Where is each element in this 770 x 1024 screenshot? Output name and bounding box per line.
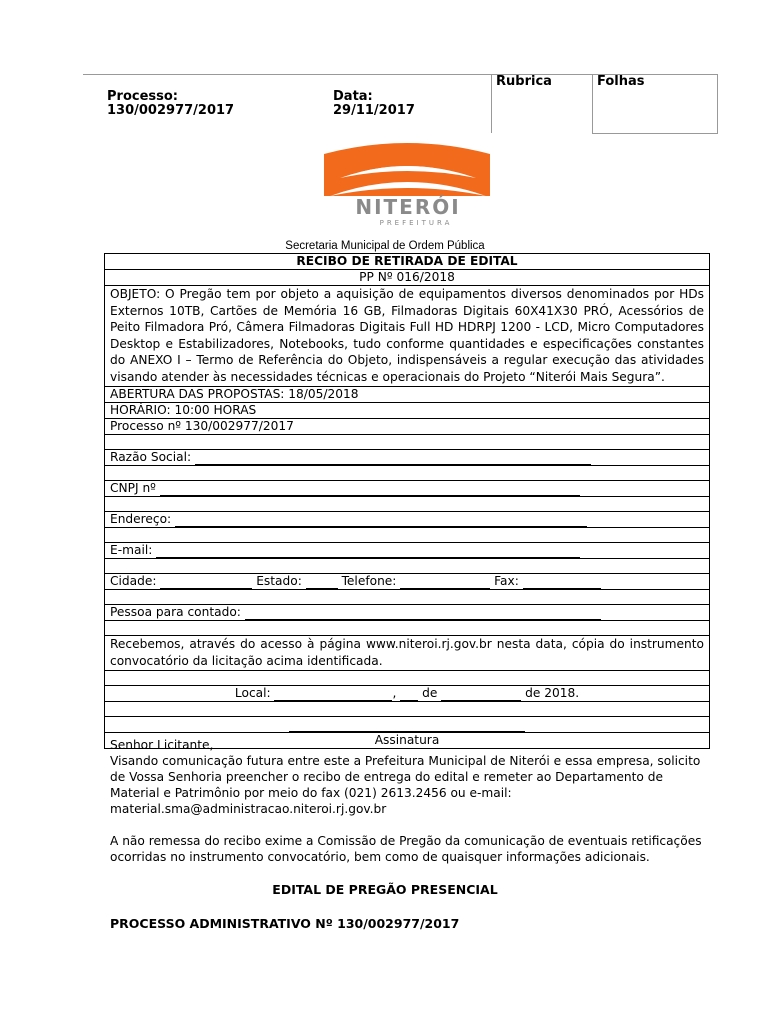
- edital-title: EDITAL DE PREGÃO PRESENCIAL: [272, 882, 498, 897]
- endereco-field[interactable]: [175, 514, 587, 527]
- header-top-line: [83, 74, 493, 75]
- svg-text:PREFEITURA: PREFEITURA: [379, 219, 453, 226]
- cidade-row[interactable]: [105, 574, 709, 590]
- niteroi-logo: [320, 134, 496, 226]
- rubrica-cell: [491, 74, 596, 133]
- email-label: E-mail:: [110, 542, 153, 557]
- folhas-label: Folhas: [597, 74, 645, 89]
- processo-text: Processo nº 130/002977/2017: [105, 419, 709, 435]
- horario-text: HORÁRIO: 10:00 HORAS: [105, 403, 709, 419]
- pp-number: PP Nº 016/2018: [105, 270, 709, 286]
- spacer-row: [105, 466, 709, 481]
- spacer-row: [105, 590, 709, 605]
- letter-salutation: Senhor Licitante,: [110, 738, 214, 752]
- header-table: [83, 74, 715, 134]
- secretaria-label: Secretaria Municipal de Ordem Pública: [285, 240, 485, 252]
- niteroi-logo-graphic: [320, 134, 496, 226]
- pessoa-row[interactable]: [105, 605, 709, 621]
- fax-field[interactable]: [523, 576, 601, 589]
- endereco-label: Endereço:: [110, 511, 172, 526]
- cnpj-label: CNPJ nº: [110, 480, 156, 495]
- telefone-field[interactable]: [400, 576, 490, 589]
- day-field[interactable]: [400, 688, 418, 701]
- pessoa-label: Pessoa para contado:: [110, 604, 241, 619]
- processo-value: 130/002977/2017: [107, 103, 235, 118]
- estado-label: Estado:: [256, 573, 302, 588]
- fax-label: Fax:: [494, 573, 519, 588]
- cidade-field[interactable]: [160, 576, 252, 589]
- spacer-row: [105, 497, 709, 512]
- data-value: 29/11/2017: [333, 103, 415, 118]
- estado-field[interactable]: [306, 576, 338, 589]
- svg-text:NITERÓI: NITERÓI: [355, 195, 461, 219]
- signature-field[interactable]: [289, 719, 525, 732]
- local-field[interactable]: [274, 688, 392, 701]
- spacer-row: [105, 702, 709, 717]
- email-row[interactable]: [105, 543, 709, 559]
- letter-section: [110, 737, 710, 865]
- processo-adm-title: PROCESSO ADMINISTRATIVO Nº 130/002977/2017: [110, 916, 460, 931]
- cidade-label: Cidade:: [110, 573, 157, 588]
- cnpj-field[interactable]: [160, 483, 580, 496]
- cnpj-row[interactable]: [105, 481, 709, 497]
- de-label: de: [422, 685, 438, 700]
- abertura-text: ABERTURA DAS PROPOSTAS: 18/05/2018: [105, 387, 709, 403]
- data-label: Data:: [333, 89, 373, 104]
- letter-paragraph-1: Visando comunicação futura entre este a Prefeitura Municipal de Niterói e essa empresa, solicito de Vossa Senhoria preencher o recibo de entrega do edital e remeter ao Departamento de Material e Patrimônio por meio do fax (021) 2613.2456 ou e-mail: material.sma@administracao.niteroi.rj.gov.br: [110, 754, 701, 816]
- month-field[interactable]: [441, 688, 521, 701]
- letter-paragraph-2: A não remessa do recibo exime a Comissão de Pregão da comunicação de eventuais retificações ocorridas no instrumento convocatório, bem como de quaisquer informações adicionais.: [110, 834, 702, 864]
- telefone-label: Telefone:: [341, 573, 397, 588]
- email-field[interactable]: [156, 545, 580, 558]
- folhas-cell: [592, 74, 718, 134]
- assinatura-label: Assinatura: [374, 732, 440, 747]
- spacer-row: [105, 528, 709, 543]
- local-row[interactable]: Local: , de de 2018.: [105, 686, 709, 702]
- recebemos-text: Recebemos, através do acesso à página www.niteroi.rj.gov.br nesta data, cópia do instrumento convocatório da licitação acima identificada.: [105, 636, 709, 671]
- year-label: de 2018.: [525, 685, 580, 700]
- spacer-row: [105, 621, 709, 636]
- razao-social-row[interactable]: [105, 450, 709, 466]
- pessoa-field[interactable]: [245, 607, 601, 620]
- recibo-form: [104, 253, 710, 749]
- processo-label: Processo:: [107, 89, 178, 104]
- local-label: Local:: [234, 685, 271, 700]
- rubrica-label: Rubrica: [496, 74, 552, 89]
- razao-social-field[interactable]: [195, 452, 591, 465]
- objeto-text: OBJETO: O Pregão tem por objeto a aquisição de equipamentos diversos denominados por HDs Externos 10TB, Cartões de Memória 16 GB, Filmadoras Digitais 60X41X30 PRÓ, Acessórios de Peito Filmadora Pró, Câmera Filmadoras Digitais Full HD HDRPJ 1200 - LCD, Micro Computadores Desktop e Estabilizadores, Notebooks, tudo conforme quantidades e especificações constantes do ANEXO I – Termo de Referência do Objeto, indispensáveis a regular execução das atividades visando atender às necessidades técnicas e operacionais do Projeto “Niterói Mais Segura”.: [105, 286, 709, 387]
- spacer-row: [105, 559, 709, 574]
- signature-line-row[interactable]: [105, 717, 709, 733]
- spacer-row: [105, 435, 709, 450]
- processo-cell: [107, 90, 234, 150]
- form-title: RECIBO DE RETIRADA DE EDITAL: [105, 254, 709, 270]
- endereco-row[interactable]: [105, 512, 709, 528]
- spacer-row: [105, 671, 709, 686]
- razao-social-label: Razão Social:: [110, 449, 192, 464]
